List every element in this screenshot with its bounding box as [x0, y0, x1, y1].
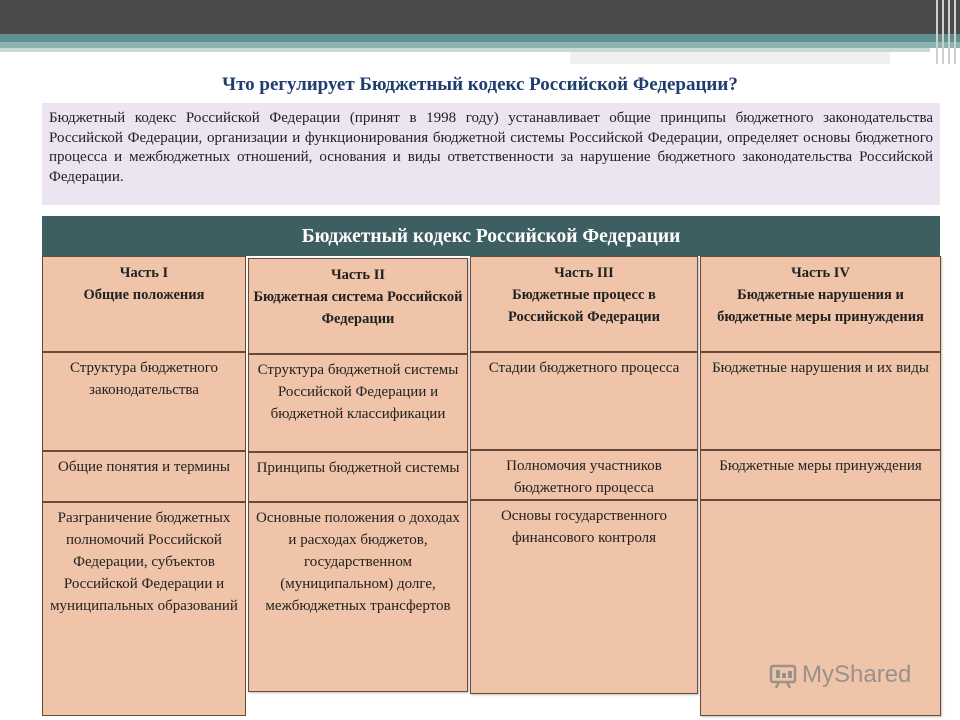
table-cell: Принципы бюджетной системы	[248, 452, 468, 502]
table-cell: Бюджетные меры принуждения	[700, 450, 941, 500]
part-name: Бюджетная система Российской Федерации	[253, 289, 463, 327]
decor-lines	[930, 0, 960, 64]
part-name: Бюджетные процесс в Российской Федерации	[507, 287, 660, 325]
table-cell: Разграничение бюджетных полномочий Российской Федерации, субъектов Российской Федерации и муниципальных образований	[42, 502, 246, 716]
intro-text: Бюджетный кодекс Российской Федерации (принят в 1998 году) устанавливает общие принципы бюджетного законодательства Российской Федерации, организации и функционирования бюджетной системы Российской Федерации, определяет основы бюджетного процесса и межбюджетных отношений, основания и виды ответственности за нарушение бюджетного законодательства Российской Федерации.	[42, 103, 940, 205]
part-number: Часть I	[119, 265, 169, 281]
presentation-icon	[768, 660, 798, 690]
watermark-logo	[768, 657, 911, 693]
table-cell: Основы государственного финансового контроля	[470, 500, 698, 694]
table-cell: Стадии бюджетного процесса	[470, 352, 698, 450]
table-banner: Бюджетный кодекс Российской Федерации	[42, 216, 940, 256]
part-number: Часть III	[554, 265, 614, 281]
top-decor-bar	[0, 0, 960, 34]
part-number: Часть IV	[791, 265, 850, 281]
watermark-text: MyShared	[802, 661, 912, 688]
part-number: Часть II	[330, 267, 386, 283]
part-name: Общие положения	[83, 287, 205, 303]
decor-strip	[570, 52, 890, 64]
decor-strip	[0, 34, 960, 42]
table-cell: Полномочия участников бюджетного процесса	[470, 450, 698, 500]
table-cell: Бюджетные нарушения и их виды	[700, 352, 941, 450]
table-cell: Основные положения о доходах и расходах бюджетов, государственном (муниципальном) долге, межбюджетных трансфертов	[248, 502, 468, 692]
column-header	[470, 256, 698, 352]
column-header	[42, 256, 246, 352]
slide-title: Что регулирует Бюджетный кодекс Российской Федерации?	[222, 74, 738, 95]
column-header	[700, 256, 941, 352]
table-cell: Общие понятия и термины	[42, 451, 246, 502]
part-name: Бюджетные нарушения и бюджетные меры принуждения	[717, 287, 924, 325]
table-cell: Структура бюджетного законодательства	[42, 352, 246, 451]
column-header	[248, 258, 468, 354]
table-cell: Структура бюджетной системы Российской Федерации и бюджетной классификации	[248, 354, 468, 452]
